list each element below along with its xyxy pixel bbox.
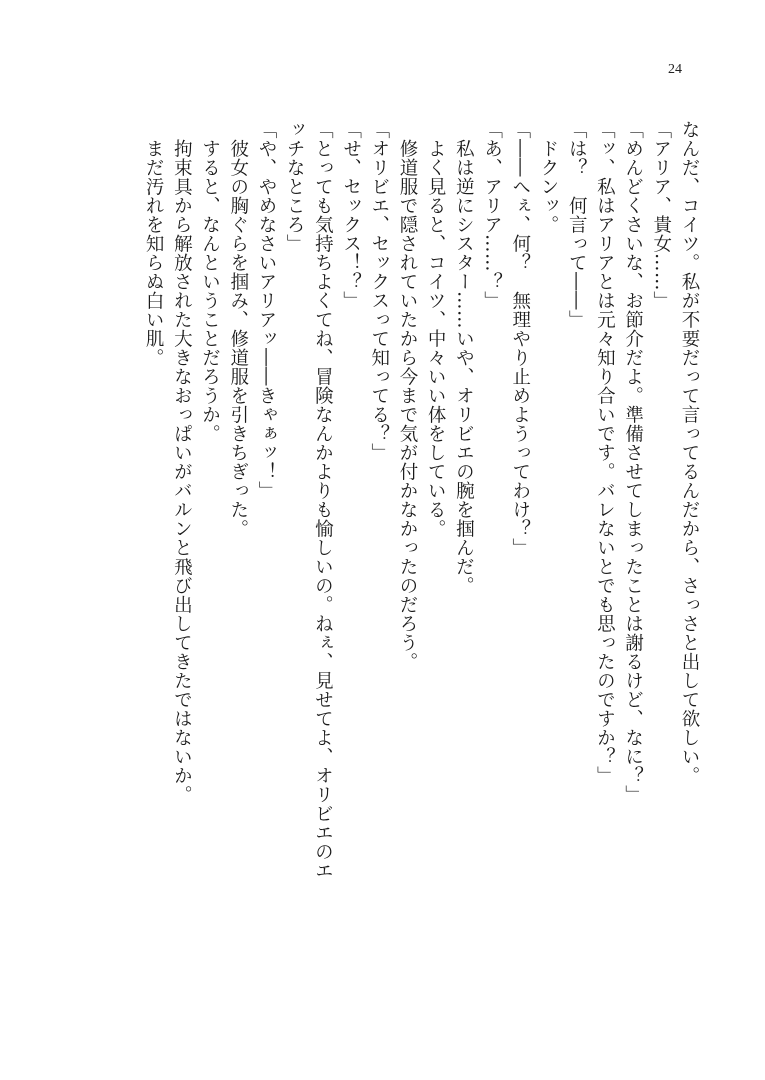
page-number: 24 <box>668 62 682 77</box>
text-line: なんだ、コイツ。私が不要だって言ってるんだから、さっさと出して欲しい。 <box>679 120 700 785</box>
text-line: まだ汚れを知らぬ白い肌。 <box>143 120 165 367</box>
text-line: 「ッ、私はアリアとは元々知り合いです。バレないとでも思ったのですか？」 <box>594 120 616 785</box>
text-line: 彼女の胸ぐらを掴み、修道服を引きちぎった。 <box>227 120 249 538</box>
text-line: 「オリビエ、セックスって知ってる？」 <box>368 120 390 462</box>
text-line: 「は？ 何言って――」 <box>566 120 588 329</box>
text-line: 「あ、アリア……？」 <box>481 120 503 310</box>
text-line: よく見ると、コイツ、中々いい体をしている。 <box>425 120 447 538</box>
text-line: 「アリア、貴女……」 <box>650 120 672 310</box>
text-line: 「――へぇ、何？ 無理やり止めようってわけ？」 <box>509 120 531 557</box>
text-line: 修道服で隠されていたから今まで気が付かなかったのだろう。 <box>396 120 418 671</box>
text-line: すると、なんということだろうか。 <box>199 120 221 443</box>
text-line: ッチなところ」 <box>284 120 306 253</box>
text-line: 拘束具から解放された大きなおっぱいがバルンと飛び出してきたではないか。 <box>171 120 193 804</box>
novel-text-column-block <box>139 120 703 1020</box>
text-line: 「めんどくさいな、お節介だよ。準備させてしまったことは謝るけど、なに？」 <box>622 120 644 804</box>
text-line: ドクンッ。 <box>537 120 559 234</box>
text-line: 「せ、セックス！？」 <box>340 120 362 310</box>
text-line: 私は逆にシスター……いや、オリビエの腕を掴んだ。 <box>453 120 475 595</box>
text-line: 「とっても気持ちよくてね、冒険なんかよりも愉しいの。ねぇ、見せてよ、オリビエのエ <box>312 120 334 880</box>
text-line: 「や、やめなさいアリアッ――きゃぁッ！」 <box>255 120 277 500</box>
